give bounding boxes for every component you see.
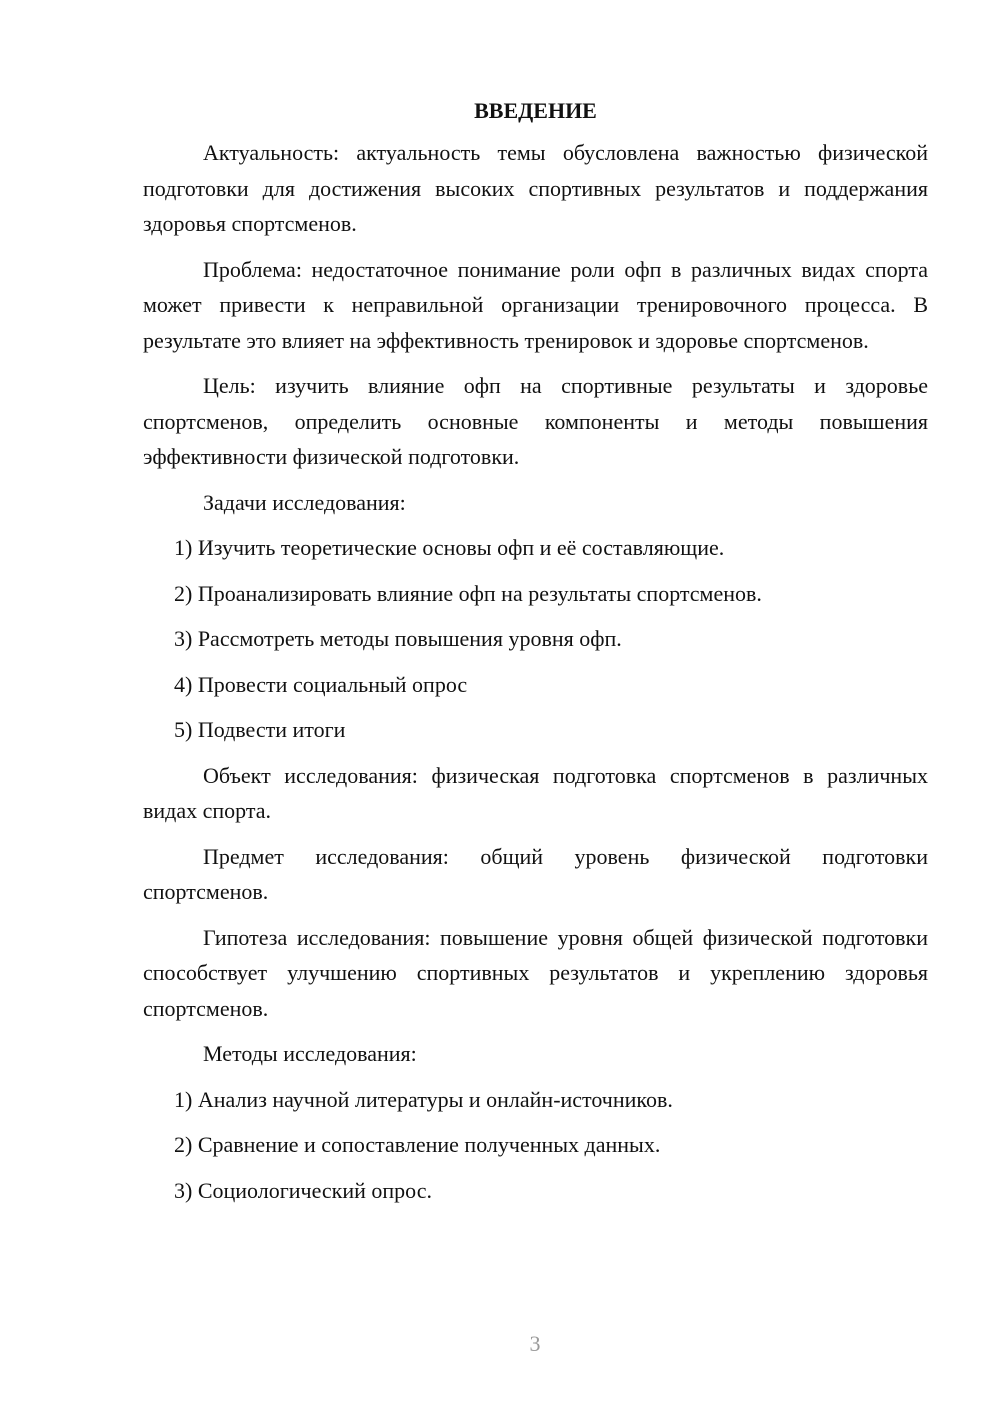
list-item: 5) Подвести итоги xyxy=(174,717,346,742)
list-item: 2) Сравнение и сопоставление полученных данных. xyxy=(174,1132,661,1157)
page-number: 3 xyxy=(529,1331,541,1356)
section-title: ВВЕДЕНИЕ xyxy=(474,98,597,123)
document-page xyxy=(143,96,928,1218)
relevance-paragraph: Актуальность: актуальность темы обусловлена важностью физической подготовки для достижения высоких спортивных результатов и поддержания здоровья спортсменов. xyxy=(143,140,928,236)
list-item: 2) Проанализировать влияние офп на результаты спортсменов. xyxy=(174,580,762,606)
list-item: 3) Рассмотреть методы повышения уровня офп. xyxy=(174,626,622,651)
methods-label: Методы исследования: xyxy=(203,1041,417,1066)
list-item: 3) Социологический опрос. xyxy=(174,1177,432,1203)
methods-list xyxy=(143,1082,928,1209)
list-item: 4) Провести социальный опрос xyxy=(174,671,468,697)
hypothesis-paragraph: Гипотеза исследования: повышение уровня общей физической подготовки способствует улучшению спортивных результатов и укреплению здоровья спортсменов. xyxy=(143,924,928,1021)
list-item: 1) Изучить теоретические основы офп и её составляющие. xyxy=(174,535,725,560)
tasks-list xyxy=(143,530,928,748)
tasks-label: Задачи исследования: xyxy=(203,489,406,515)
subject-paragraph: Предмет исследования: общий уровень физической подготовки спортсменов. xyxy=(143,843,928,904)
object-paragraph: Объект исследования: физическая подготовка спортсменов в различных видах спорта. xyxy=(143,762,928,823)
goal-paragraph: Цель: изучить влияние офп на спортивные результаты и здоровье спортсменов, определить основные компоненты и методы повышения эффективности физической подготовки. xyxy=(143,373,928,469)
problem-paragraph: Проблема: недостаточное понимание роли офп в различных видах спорта может привести к неправильной организации тренировочного процесса. В результате это влияет на эффективность тренировок и здоровье спортсменов. xyxy=(143,256,928,353)
list-item: 1) Анализ научной литературы и онлайн-источников. xyxy=(174,1086,673,1112)
